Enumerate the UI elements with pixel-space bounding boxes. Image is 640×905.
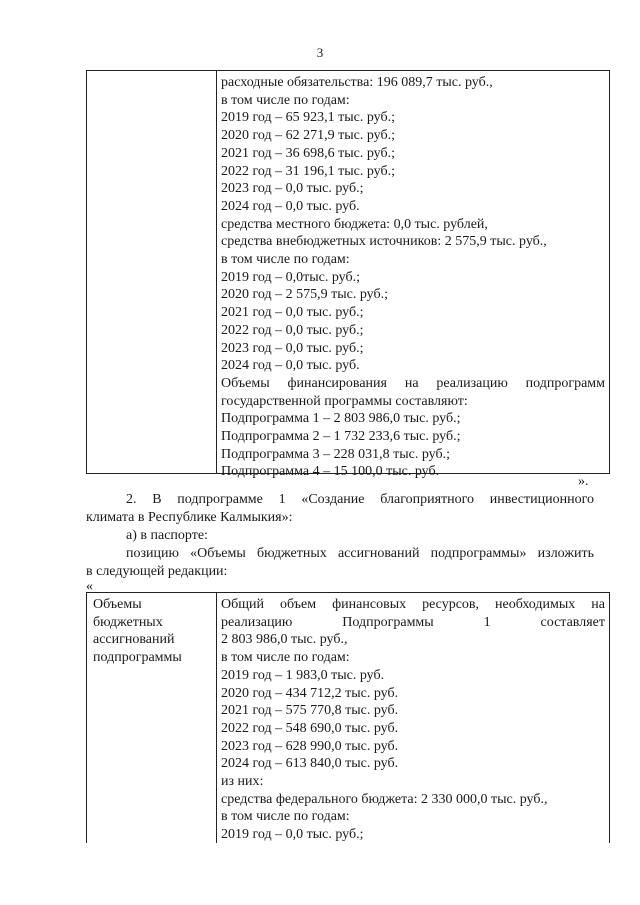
table-line: 2019 год – 0,0 тыс. руб.;	[221, 827, 364, 843]
item-a-text: а) в паспорте:	[126, 528, 208, 543]
table-line: 2021 год – 575 770,8 тыс. руб.	[221, 703, 399, 719]
table-line: государственной программы составляют:	[221, 393, 468, 409]
table2-right-line-2: реализацию Подпрограммы 1 составляет	[221, 614, 605, 630]
page-number: 3	[316, 45, 324, 60]
table-line: ассигнований	[93, 632, 175, 648]
table-line: 2019 год – 65 923,1 тыс. руб.;	[221, 110, 395, 126]
opening-quote: «	[86, 579, 93, 594]
table-line: Объемы финансирования на реализацию подпрограмм	[221, 375, 605, 391]
column-divider	[216, 71, 217, 473]
table-line: Подпрограмма 2 – 1 732 233,6 тыс. руб.;	[221, 429, 461, 445]
table-line: в том числе по годам:	[221, 650, 350, 666]
closing-quote: ».	[578, 474, 589, 489]
table-line: 2020 год – 62 271,9 тыс. руб.;	[221, 128, 395, 144]
table-line: из них:	[221, 774, 264, 790]
table1-right-cell	[221, 74, 605, 481]
table-line: 2020 год – 2 575,9 тыс. руб.;	[221, 287, 388, 303]
table-line: 2019 год – 0,0тыс. руб.;	[221, 269, 360, 285]
table-line: 2024 год – 0,0 тыс. руб.	[221, 198, 360, 214]
table-line: средства внебюджетных источников: 2 575,9 тыс. руб.,	[221, 234, 547, 250]
table-line: в том числе по годам:	[221, 92, 350, 108]
table-line: Подпрограмма 4 – 15 100,0 тыс. руб.	[221, 464, 440, 480]
table-line: 2023 год – 0,0 тыс. руб.;	[221, 340, 364, 356]
table-line: средства федерального бюджета: 2 330 000,0 тыс. руб.,	[221, 791, 548, 807]
table-line: 2023 год – 0,0 тыс. руб.;	[221, 181, 364, 197]
budget-allocations-table	[86, 592, 610, 843]
table-line: Подпрограмма 3 – 228 031,8 тыс. руб.;	[221, 446, 450, 462]
item-2-line-2: климата в Республике Калмыкия»:	[86, 509, 293, 525]
column-divider	[216, 593, 217, 843]
table-line: в том числе по годам:	[221, 252, 350, 268]
table-line: 2021 год – 0,0 тыс. руб.;	[221, 305, 364, 321]
item-2-paragraph	[86, 491, 594, 526]
position-line-2: в следующей редакции:	[86, 563, 228, 579]
table2-left-cell	[93, 596, 211, 667]
table-line: расходные обязательства: 196 089,7 тыс. руб.,	[221, 75, 493, 90]
table-line: 2024 год – 0,0 тыс. руб.	[221, 358, 360, 374]
funding-table-continuation	[86, 70, 610, 480]
table-line: 2024 год – 613 840,0 тыс. руб.	[221, 756, 399, 772]
table2-right-cell	[221, 596, 605, 844]
table-line: средства местного бюджета: 0,0 тыс. рублей,	[221, 216, 488, 232]
table-line: 2 803 986,0 тыс. руб.,	[221, 632, 348, 648]
table-line: 2019 год – 1 983,0 тыс. руб.	[221, 667, 385, 683]
table-line: бюджетных	[93, 614, 163, 630]
table-line: подпрограммы	[93, 650, 182, 666]
table-line: 2022 год – 548 690,0 тыс. руб.	[221, 720, 399, 736]
item-2-line-1: 2. В подпрограмме 1 «Создание благоприятного инвестиционного	[126, 492, 594, 507]
position-line-1: позицию «Объемы бюджетных ассигнований подпрограммы» изложить	[126, 546, 594, 561]
table-line: 2022 год – 31 196,1 тыс. руб.;	[221, 163, 395, 179]
table-line: Подпрограмма 1 – 2 803 986,0 тыс. руб.;	[221, 411, 461, 427]
table-line: 2021 год – 36 698,6 тыс. руб.;	[221, 145, 395, 161]
table-line: 2020 год – 434 712,2 тыс. руб.	[221, 685, 399, 701]
table2-right-line-1: Общий объем финансовых ресурсов, необходимых на	[221, 597, 605, 612]
position-paragraph	[86, 545, 594, 580]
table-line: 2023 год – 628 990,0 тыс. руб.	[221, 738, 399, 754]
table-line: Объемы	[93, 597, 142, 612]
table-line: в том числе по годам:	[221, 809, 350, 825]
table-line: 2022 год – 0,0 тыс. руб.;	[221, 322, 364, 338]
